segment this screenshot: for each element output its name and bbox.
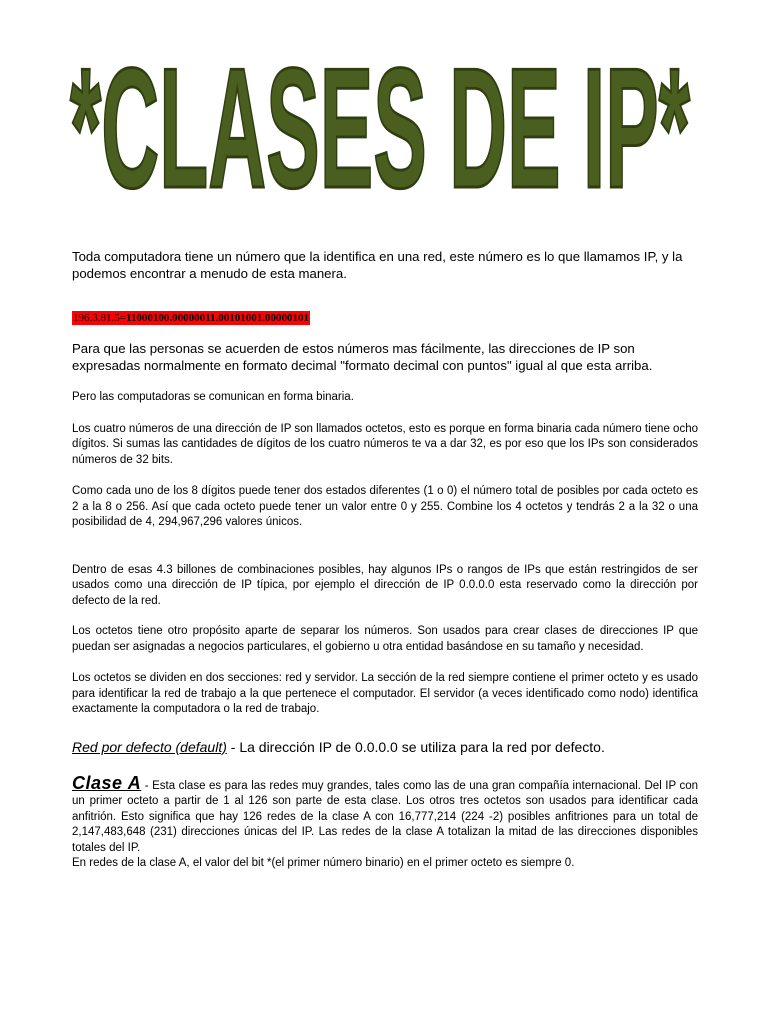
document-body [72, 248, 698, 872]
paragraph-decimal-format: Para que las personas se acuerden de estos números mas fácilmente, las direcciones de IP son expresadas normalmente en formato decimal "formato decimal con puntos" igual al que esta arriba. [72, 341, 653, 373]
paragraph-sections: Los octetos se dividen en dos secciones: red y servidor. La sección de la red siempre contiene el primer octeto y es usado para identificar la red de trabajo a la que pertenece el computador. El servidor (a veces identificado como nodo) identifica exactamente la computadora o la red de trabajo. [72, 672, 698, 715]
paragraph-classes: Los octetos tiene otro propósito aparte de separar los números. Son usados para crear clases de direcciones IP que puedan ser asignadas a negocios particulares, el gobierno u otra entidad basándose en su tamaño y necesidad. [72, 625, 698, 653]
clase-a-paragraph [72, 772, 698, 872]
binary-example [72, 311, 698, 325]
wordart-title [60, 48, 700, 228]
wordart-title-text: *CLASES DE IP* [70, 48, 691, 225]
wordart-title-graphic [60, 48, 700, 228]
paragraph-combinations: Como cada uno de los 8 dígitos puede tener dos estados diferentes (1 o 0) el número total de posibles por cada octeto es 2 a la 8 o 256. Así que cada octeto puede tener un valor entre 0 y 255. Combine los 4 octetos y tendrás 2 a la 32 o una posibilidad de 4, 294,967,296 valores únicos. [72, 485, 698, 528]
intro-paragraph: Toda computadora tiene un número que la identifica en una red, este número es lo que llamamos IP, y la podemos encontrar a menudo de esta manera. [72, 249, 683, 281]
paragraph-restricted: Dentro de esas 4.3 billones de combinaciones posibles, hay algunos IPs o rangos de IPs que están restringidos de ser usados como una dirección de IP típica, por ejemplo el dirección de IP 0.0.0.0 esta reservado como la dirección por defecto de la red. [72, 563, 698, 607]
red-default-text: - La dirección IP de 0.0.0.0 se utiliza para la red por defecto. [226, 738, 605, 755]
clase-a-title: Clase A [72, 772, 142, 793]
red-default-label: Red por defecto (default) [72, 738, 227, 755]
paragraph-binary-comm: Pero las computadoras se comunican en forma binaria. [72, 391, 354, 403]
paragraph-octets: Los cuatro números de una dirección de IP son llamados octetos, esto es porque en forma binaria cada número tiene ocho dígitos. Si sumas las cantidades de dígitos de los cuatro números te va a dar 32, es por eso que los IPs son considerados números de 32 bits. [72, 422, 698, 466]
binary-decimal: 196.3.81.5= [73, 312, 126, 324]
clase-a-text: - Esta clase es para las redes muy grandes, tales como las de una gran compañía internacional. Del IP con un primer octeto a partir de 1 al 126 son parte de esta clase. Los otros tres octetos son usados para identificar cada anfitrión. Esto significa que hay 126 redes de la clase A con 16,777,214 (224 -2) posibles anfitriones para un total de 2,147,483,648 (231) direcciones únicas del IP. Las redes de la clase A totalizan la mitad de las direcciones disponibles totales del IP. [72, 779, 698, 854]
binary-highlight [72, 311, 310, 325]
clase-a-last-line: En redes de la clase A, el valor del bit *(el primer número binario) en el primer octeto es siempre 0. [72, 857, 575, 869]
binary-value: 11000100.00000011.00101001.00000101 [125, 312, 310, 324]
red-default-line [72, 738, 698, 756]
